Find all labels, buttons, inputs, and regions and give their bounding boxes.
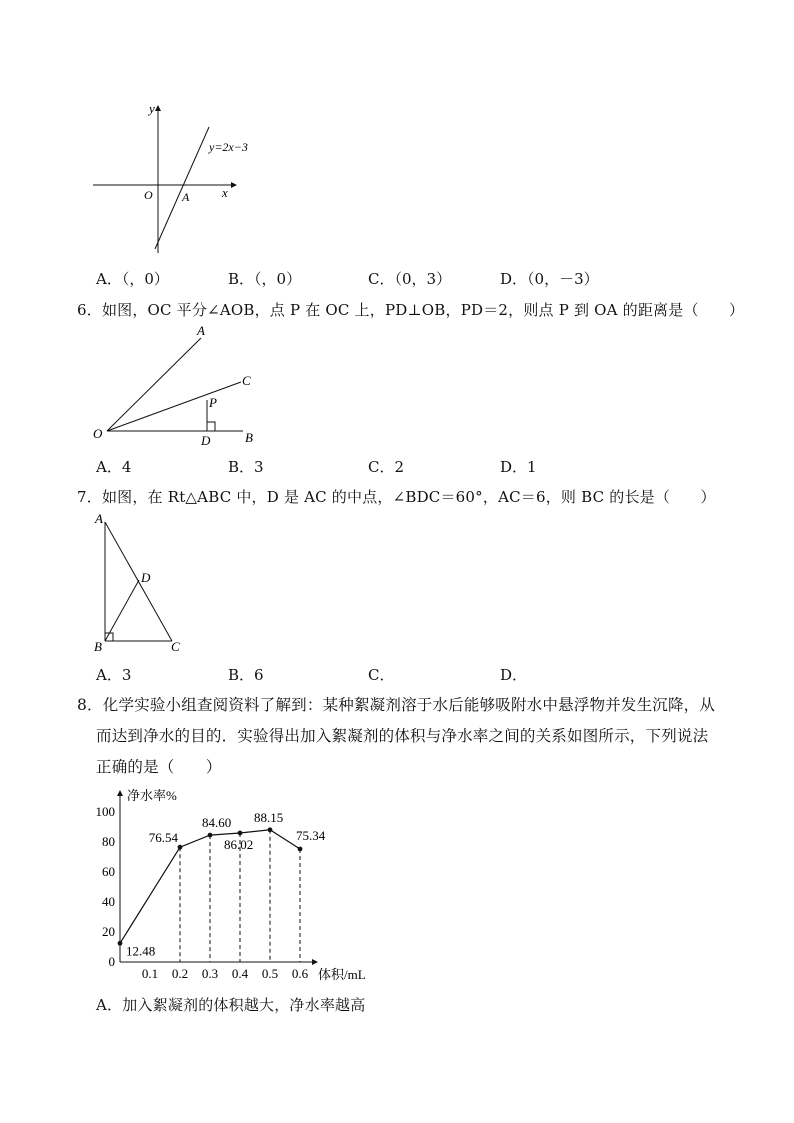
q6-option-d[interactable]: D．1 bbox=[500, 458, 537, 476]
q5-option-d[interactable]: D．（0，－3） bbox=[500, 270, 599, 288]
q5-option-a[interactable]: A．（，0） bbox=[96, 270, 169, 288]
chart-x-tick-label: 0.1 bbox=[141, 966, 159, 981]
q7-segment-bd bbox=[105, 580, 139, 641]
q6-right-angle-icon bbox=[207, 422, 215, 431]
q7-label-c: C bbox=[171, 639, 180, 654]
chart-data-label: 86.02 bbox=[224, 836, 254, 852]
q7-option-a[interactable]: A．3 bbox=[96, 666, 132, 684]
chart-y-arrow-icon bbox=[117, 790, 123, 796]
q7-option-b[interactable]: B．6 bbox=[228, 666, 264, 684]
q6-ray-oc bbox=[107, 382, 241, 431]
q5-option-b[interactable]: B．（，0） bbox=[228, 270, 302, 288]
q6-figure bbox=[85, 320, 275, 448]
q6-option-a[interactable]: A．4 bbox=[96, 458, 132, 476]
q6-label-c: C bbox=[242, 373, 251, 388]
q7-option-c[interactable]: C． bbox=[368, 666, 395, 684]
chart-y-tick-label: 60 bbox=[102, 864, 115, 879]
chart-x-tick-label: 0.5 bbox=[261, 966, 279, 981]
q8-stem-line3: 正确的是（ ） bbox=[96, 758, 222, 776]
q6-label-d: D bbox=[201, 433, 211, 448]
q6-label-p: P bbox=[209, 395, 217, 410]
q5-x-label: x bbox=[222, 185, 228, 200]
q6-option-c[interactable]: C．2 bbox=[368, 458, 405, 476]
q6-label-b: B bbox=[245, 430, 253, 445]
q8-stem-line2: 而达到净水的目的．实验得出加入絮凝剂的体积与净水率之间的关系如图所示，下列说法 bbox=[96, 727, 709, 745]
q5-x-arrow-icon bbox=[231, 182, 237, 188]
chart-y-tick-label: 20 bbox=[102, 924, 115, 939]
chart-data-point bbox=[178, 845, 183, 850]
q7-figure bbox=[88, 508, 198, 656]
chart-y-label: 净水率% bbox=[127, 788, 177, 803]
q5-point-a-label: A bbox=[182, 190, 190, 204]
q7-option-d[interactable]: D． bbox=[500, 666, 528, 684]
chart-x-tick-label: 0.4 bbox=[231, 966, 249, 981]
chart-data-label: 76.54 bbox=[148, 830, 178, 846]
chart-x-arrow-icon bbox=[312, 959, 318, 965]
chart-data-label: 12.48 bbox=[126, 943, 156, 959]
chart-data-point bbox=[208, 833, 213, 838]
q8-stem-line1: 8．化学实验小组查阅资料了解到：某种絮凝剂溶于水后能够吸附水中悬浮物并发生沉降，从 bbox=[77, 696, 716, 714]
q6-label-o: O bbox=[93, 426, 103, 441]
chart-data-point bbox=[298, 847, 303, 852]
chart-y-tick-label: 0 bbox=[108, 954, 115, 969]
q6-ray-oa bbox=[107, 338, 201, 431]
q6-stem: 6．如图，OC 平分∠AOB，点 P 在 OC 上，PD⊥OB，PD＝2，则点 P 到 OA 的距离是（ ） bbox=[77, 301, 745, 319]
chart-data-point bbox=[238, 831, 243, 836]
chart-data-point bbox=[118, 941, 123, 946]
q6-label-a: A bbox=[197, 323, 205, 338]
chart-data-label: 84.60 bbox=[202, 815, 232, 831]
q5-option-c[interactable]: C．（0，3） bbox=[368, 270, 452, 288]
q6-option-b[interactable]: B．3 bbox=[228, 458, 264, 476]
q8-chart bbox=[80, 782, 380, 987]
chart-y-tick-label: 80 bbox=[102, 834, 115, 849]
chart-data-label: 88.15 bbox=[254, 809, 284, 825]
q5-graph bbox=[85, 95, 285, 255]
chart-data-point bbox=[268, 827, 273, 832]
q5-origin-label: O bbox=[144, 188, 153, 202]
q7-label-a: A bbox=[95, 511, 103, 526]
chart-y-tick-label: 100 bbox=[95, 804, 115, 819]
chart-y-tick-label: 40 bbox=[102, 894, 115, 909]
q5-y-label: y bbox=[149, 101, 155, 116]
q8-option-a[interactable]: A．加入絮凝剂的体积越大，净水率越高 bbox=[96, 996, 366, 1014]
q5-function-line bbox=[155, 127, 209, 249]
chart-x-tick-label: 0.3 bbox=[201, 966, 219, 981]
q7-label-d: D bbox=[141, 570, 151, 585]
q5-y-arrow-icon bbox=[155, 105, 161, 111]
chart-x-tick-label: 0.2 bbox=[171, 966, 189, 981]
chart-x-label: 体积/mL bbox=[318, 967, 366, 982]
q5-line-label: y=2x−3 bbox=[209, 140, 248, 154]
chart-data-label: 75.34 bbox=[296, 827, 326, 843]
chart-x-tick-label: 0.6 bbox=[291, 966, 309, 981]
q7-label-b: B bbox=[94, 639, 102, 654]
q7-stem: 7．如图，在 Rt△ABC 中，D 是 AC 的中点，∠BDC＝60°，AC＝6，则 BC 的长是（ ） bbox=[77, 488, 716, 506]
